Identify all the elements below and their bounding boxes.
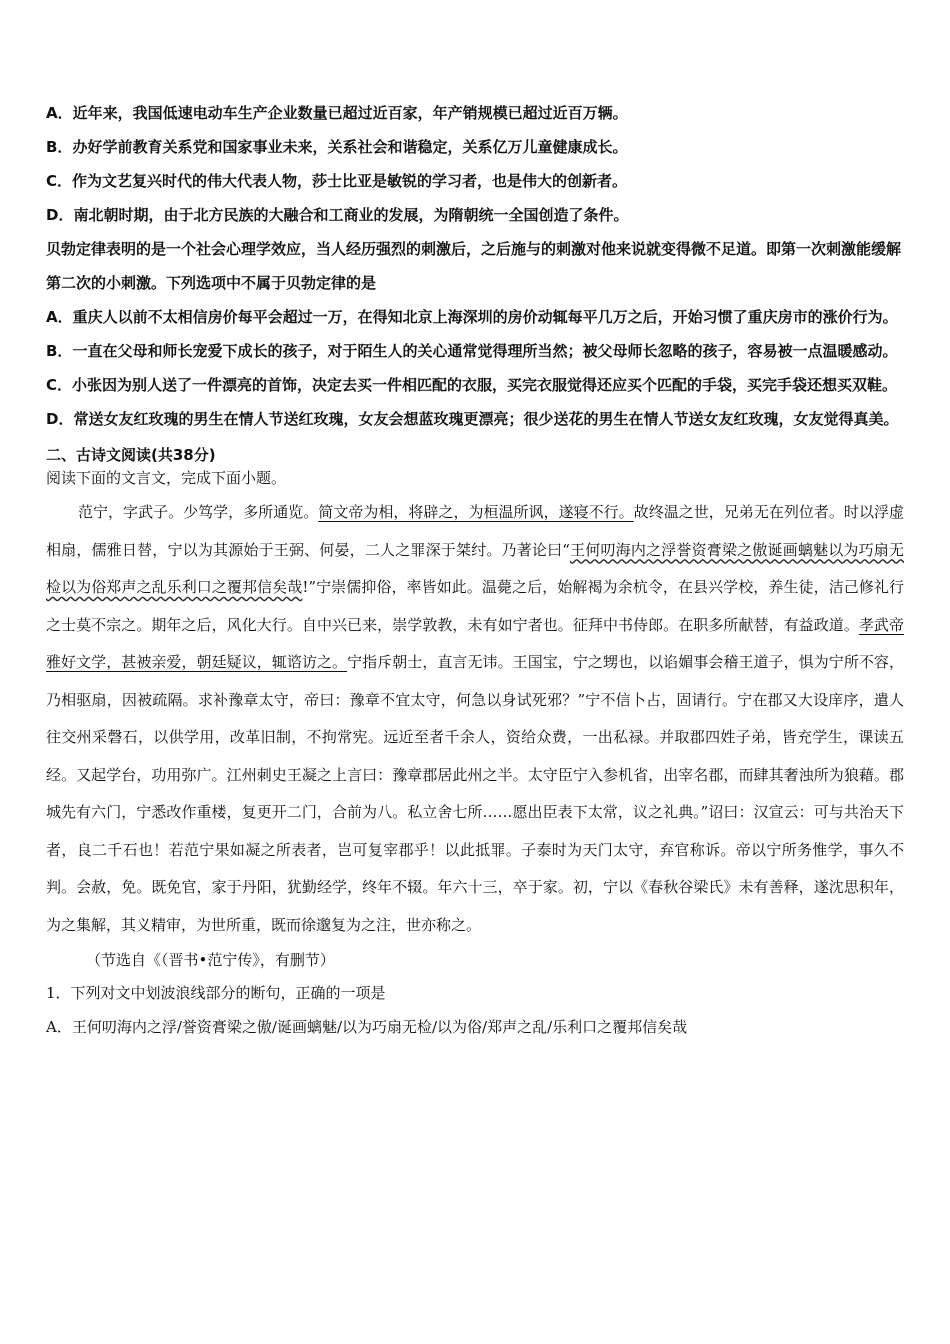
question-stem: 贝勃定律表明的是一个社会心理学效应，当人经历强烈的刺激后，之后施与的刺激对他来说就变得微不足道。即第一次刺激能缓解第二次的小刺激。下列选项中不属于贝勃定律的是	[46, 240, 902, 292]
previous-question-options	[46, 96, 904, 232]
prev-option-a: A．近年来，我国低速电动车生产企业数量已超过近百家，年产销规模已超过近百万辆。	[46, 104, 628, 122]
underlined-sentence-1: 简文帝为相，将辟之，为桓温所讽，遂寝不行。	[318, 503, 634, 521]
option-b: B．一直在父母和师长宠爱下成长的孩子，对于陌生人的关心通常觉得理所当然；被父母师长忽略的孩子，容易被一点温暖感动。	[46, 342, 898, 360]
prev-option-d: D．南北朝时期，由于北方民族的大融合和工商业的发展，为隋朝统一全国创造了条件。	[46, 206, 629, 224]
reading-instruction: 阅读下面的文言文，完成下面小题。	[46, 469, 287, 487]
question-1-option-a: A．王何叨海内之浮/誉资膏梁之傲/诞画螭魅/以为巧扇无检/以为俗/郑声之乱/乐利口之覆邦信矣哉	[46, 1018, 688, 1036]
wavy-underlined-sentence: 王何叨海内之浮誉资膏梁之傲诞画螭魅以为巧扇无检以为俗郑声之乱乐利口之覆邦信矣哉	[46, 540, 904, 596]
question-1-stem: 1．下列对文中划波浪线部分的断句，正确的一项是	[46, 984, 386, 1002]
underlined-sentence-2: 孝武帝雅好文学，甚被亲爱，朝廷疑议，辄谘访之。	[46, 615, 904, 671]
classical-passage: 范宁，字武子。少笃学，多所通览。简文帝为相，将辟之，为桓温所讽，遂寝不行。故终温之世，兄弟无在列位者。时以浮虚相扇，儒雅日替，宁以为其源始于王弼、何晏，二人之罪深于桀纣。乃著论曰“王何叨海内之浮誉资膏梁之傲诞画螭魅以为巧扇无检以为俗郑声之乱乐利口之覆邦信矣哉!”宁崇儒抑俗，率皆如此。温薨之后，始解褐为余杭令，在县兴学校，养生徒，洁己修礼行之士莫不宗之。期年之后，风化大行。自中兴已来，崇学敦教，未有如宁者也。征拜中书侍郎。在职多所献替，有益政道。孝武帝雅好文学，甚被亲爱，朝廷疑议，辄谘访之。宁指斥朝士，直言无讳。王国宝，宁之甥也，以谄媚事会稽王道子，惧为宁所不容，乃相驱扇，因被疏隔。求补豫章太守，帝曰：豫章不宜太守，何急以身试死邪？”宁不信卜占，固请行。宁在郡又大设庠序，遣人往交州采磬石，以供学用，改革旧制，不拘常宪。远近至者千余人，资给众费，一出私禄。并取郡四姓子弟，皆充学生，课读五经。又起学台，功用弥广。江州刺史王凝之上言曰：豫章郡居此州之半。太守臣宁入参机省，出宰名郡，而肆其奢浊所为狼藉。郡城先有六门，宁悉改作重楼，复更开二门，合前为八。私立舍七所……愿出臣表下太常，议之礼典。”诏曰：汉宣云：可与共治天下者，良二千石也！若范宁果如凝之所表者，岂可复宰郡乎！以此抵罪。子泰时为天门太守，弃官称诉。帝以宁所务惟学，事久不判。会赦，免。既免官，家于丹阳，犹勤经学，终年不辍。年六十三，卒于家。初，宁以《春秋谷梁氏》未有善释，遂沈思积年，为之集解，其义精审，为世所重，既而徐邈复为之注，世亦称之。	[46, 503, 904, 934]
option-c: C．小张因为别人送了一件漂亮的首饰，决定去买一件相匹配的衣服，买完衣服觉得还应买个匹配的手袋，买完手袋还想买双鞋。	[46, 376, 898, 394]
document-page	[46, 96, 904, 1044]
option-d: D．常送女友红玫瑰的男生在情人节送红玫瑰，女友会想蓝玫瑰更漂亮；很少送花的男生在情人节送女友红玫瑰，女友觉得真美。	[46, 410, 899, 428]
question-options	[46, 300, 904, 436]
passage-source: （节选自《（晋书•范宁传》，有删节）	[86, 951, 335, 969]
prev-option-b: B．办好学前教育关系党和国家事业未来，关系社会和谐稳定，关系亿万儿童健康成长。	[46, 138, 628, 156]
prev-option-c: C．作为文艺复兴时代的伟大代表人物，莎士比亚是敏锐的学习者，也是伟大的创新者。	[46, 172, 628, 190]
option-a: A．重庆人以前不太相信房价每平会超过一万，在得知北京上海深圳的房价动辄每平几万之后，开始习惯了重庆房市的涨价行为。	[46, 308, 898, 326]
section-title: 二、古诗文阅读(共38分)	[46, 446, 216, 464]
